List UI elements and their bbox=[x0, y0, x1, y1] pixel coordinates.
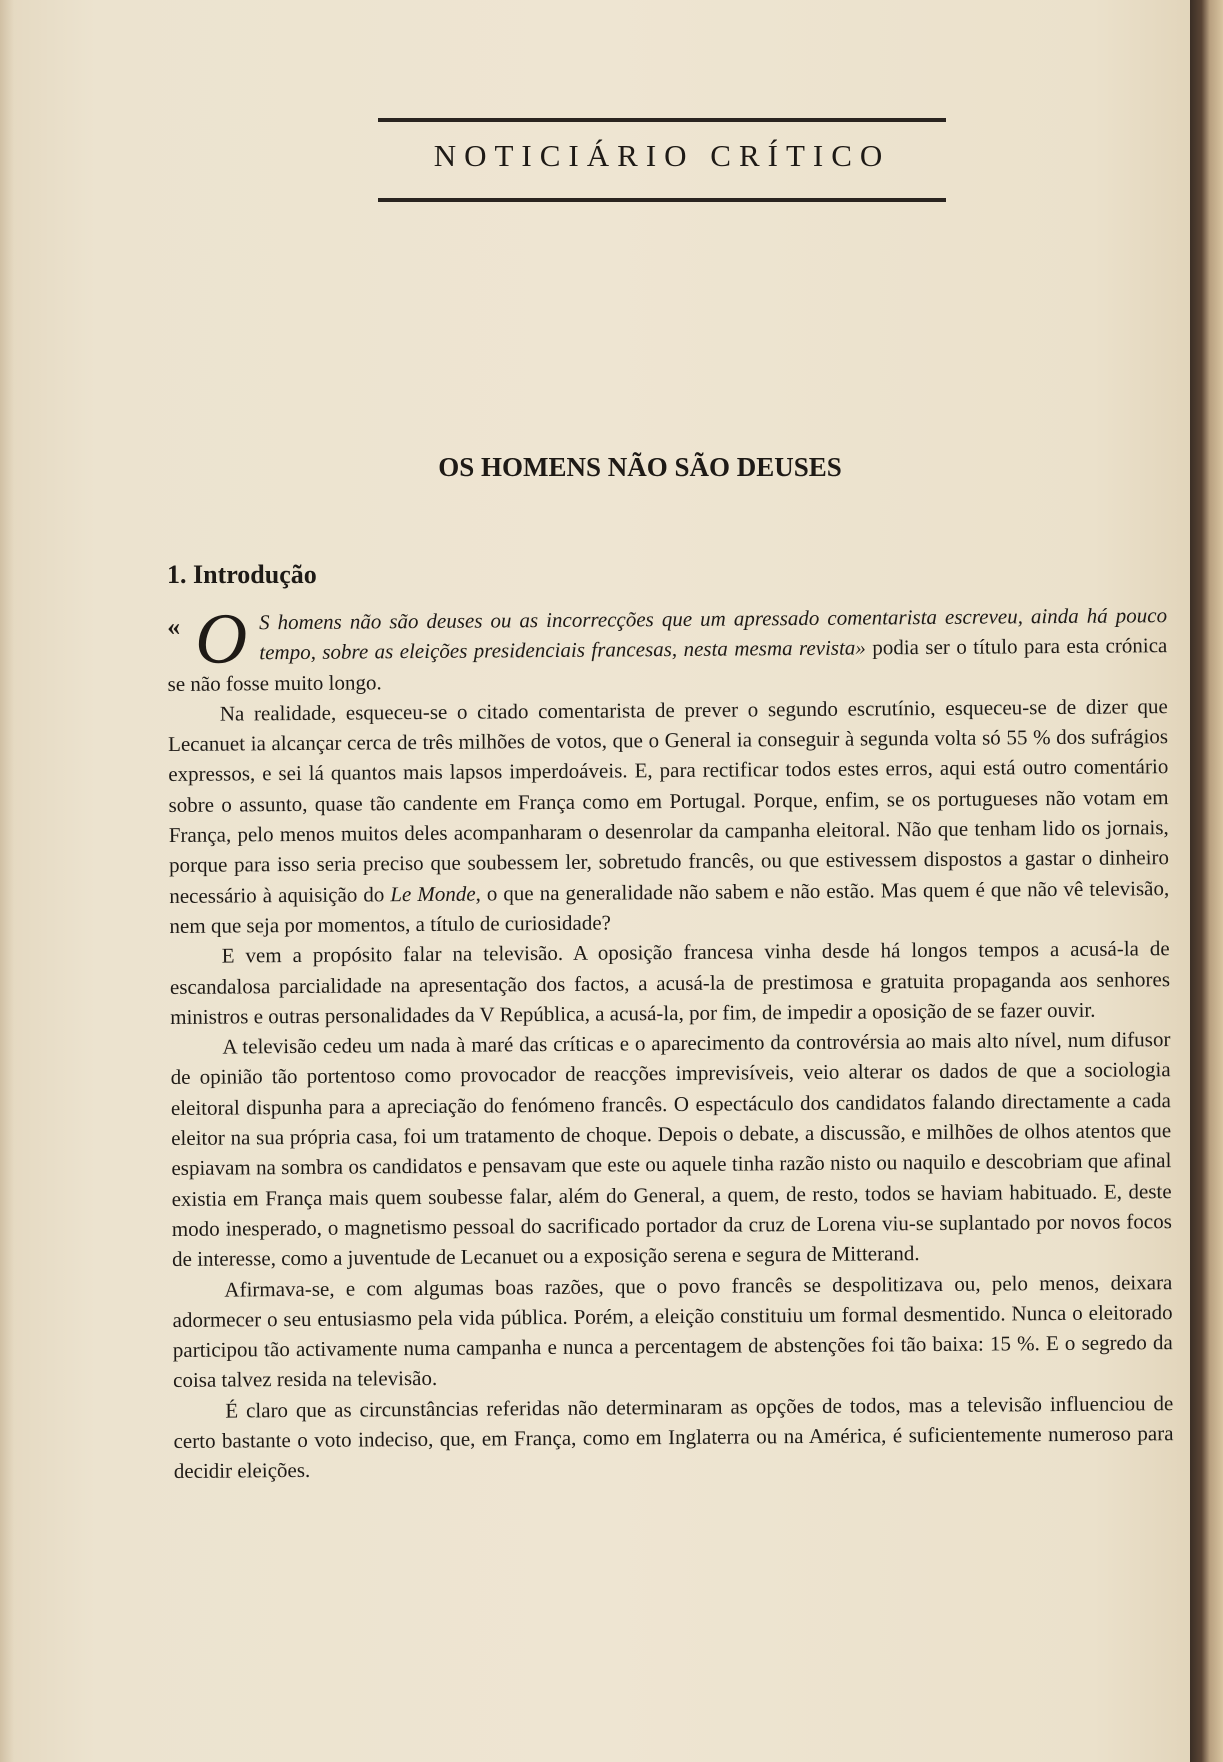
bottom-rule bbox=[378, 198, 946, 202]
top-rule bbox=[378, 118, 946, 122]
paragraph: E vem a propósito falar na televisão. A oposição francesa vinha desde há longos tempos a acusá-la de escandalosa parcialidade na apresentação dos factos, a acusá-la de prestimosa e gratuita propaganda aos senhores ministros e outras personalidades da V República, a acusá-la, por fim, de impedir a oposição de se fazer ouvir. bbox=[169, 936, 1171, 1029]
newspaper-title: Le Monde bbox=[390, 881, 476, 906]
paragraph: É claro que as circunstâncias referidas não determinaram as opções de todos, mas a televisão influenciou de certo bastante o voto indeciso, que, em França, como em Inglaterra ou na América, é suficientemente numeroso para decidir eleições. bbox=[173, 1390, 1174, 1484]
page-edge-shadow bbox=[0, 0, 14, 1762]
running-head bbox=[378, 118, 946, 204]
opening-italic-lead: S homens não são deuses ou as incorrecções que um apressado comentarista escreveu, ainda há pouco tempo, sobre as eleições presidenciais francesas, nesta mesma revista» bbox=[259, 603, 1168, 665]
paragraph-2-after: , o que na generalidade não sabem e não estão. Mas quem é que não vê televisão, nem que seja por momentos, a título de curiosidade? bbox=[169, 875, 1170, 938]
opening-quote-mark: « bbox=[167, 611, 181, 641]
opening-rest: podia ser o título para esta crónica se não fosse muito longo. bbox=[167, 633, 1168, 696]
running-head-text: NOTICIÁRIO CRÍTICO bbox=[433, 138, 891, 173]
section-heading: 1. Introdução bbox=[167, 560, 317, 589]
book-spine-edge bbox=[1190, 0, 1223, 1762]
paragraph: Afirmava-se, e com algumas boas razões, que o povo francês se despolitizava ou, pelo menos, deixara adormecer o seu entusiasmo pela vida pública. Porém, a eleição constituiu um formal desmentido. Nunca o eleitorado participou tão activamente numa campanha e nunca a percentagem de abstenções foi tão baixa: 15 %. E o segredo da coisa talvez resida na televisão. bbox=[172, 1269, 1173, 1393]
article-title: OS HOMENS NÃO SÃO DEUSES bbox=[438, 452, 842, 482]
opening-paragraph bbox=[167, 600, 1168, 699]
drop-cap: O bbox=[194, 598, 248, 679]
article-body bbox=[167, 600, 1174, 1486]
paragraph: A televisão cedeu um nada à maré das críticas e o aparecimento da controvérsia ao mais alto nível, num difusor de opinião tão portentoso como provocador de reacções imprevisíveis, veio alterar os dados de que a sociologia eleitoral dispunha para a apreciação do fenómeno francês. O espectáculo dos candidatos falando directamente a cada eleitor na sua própria casa, foi um tratamento de choque. Depois o debate, a discussão, e milhões de olhos atentos que espiavam na sombra os candidatos e pensavam que este ou aquele tinha razão nisto ou naquilo e descobriam que afinal existia em França mais quem soubesse falar, além do General, a quem, de resto, todos se haviam habituado. E, deste modo inesperado, o magnetismo pessoal do sacrificado portador da cruz de Lorena viu-se suplantado por novos focos de interesse, como a juventude de Lecanuet ou a exposição serena e segura de Mitterand. bbox=[170, 1027, 1172, 1272]
paragraph-2-before: Na realidade, esqueceu-se o citado comentarista de prever o segundo escrutínio, esqueceu-se de dizer que Lecanuet ia alcançar cerca de três milhões de votos, que o General ia conseguir à segunda volta só 55 % dos sufrágios expressos, e sei lá quantos mais lapsos imperdoáveis. E, para rectificar todos estes erros, aqui está outro comentário sobre o assunto, quase tão candente em França como em Portugal. Porque, enfim, se os portugueses não votam em França, pelo menos muitos deles acompanharam o desenrolar da campanha eleitoral. Não que tenham lido os jornais, porque para isso seria preciso que soubessem ler, sobretudo francês, ou que estivessem dispostos a gastar o dinheiro necessário à aquisição do bbox=[167, 694, 1170, 908]
paragraph bbox=[168, 691, 1170, 941]
